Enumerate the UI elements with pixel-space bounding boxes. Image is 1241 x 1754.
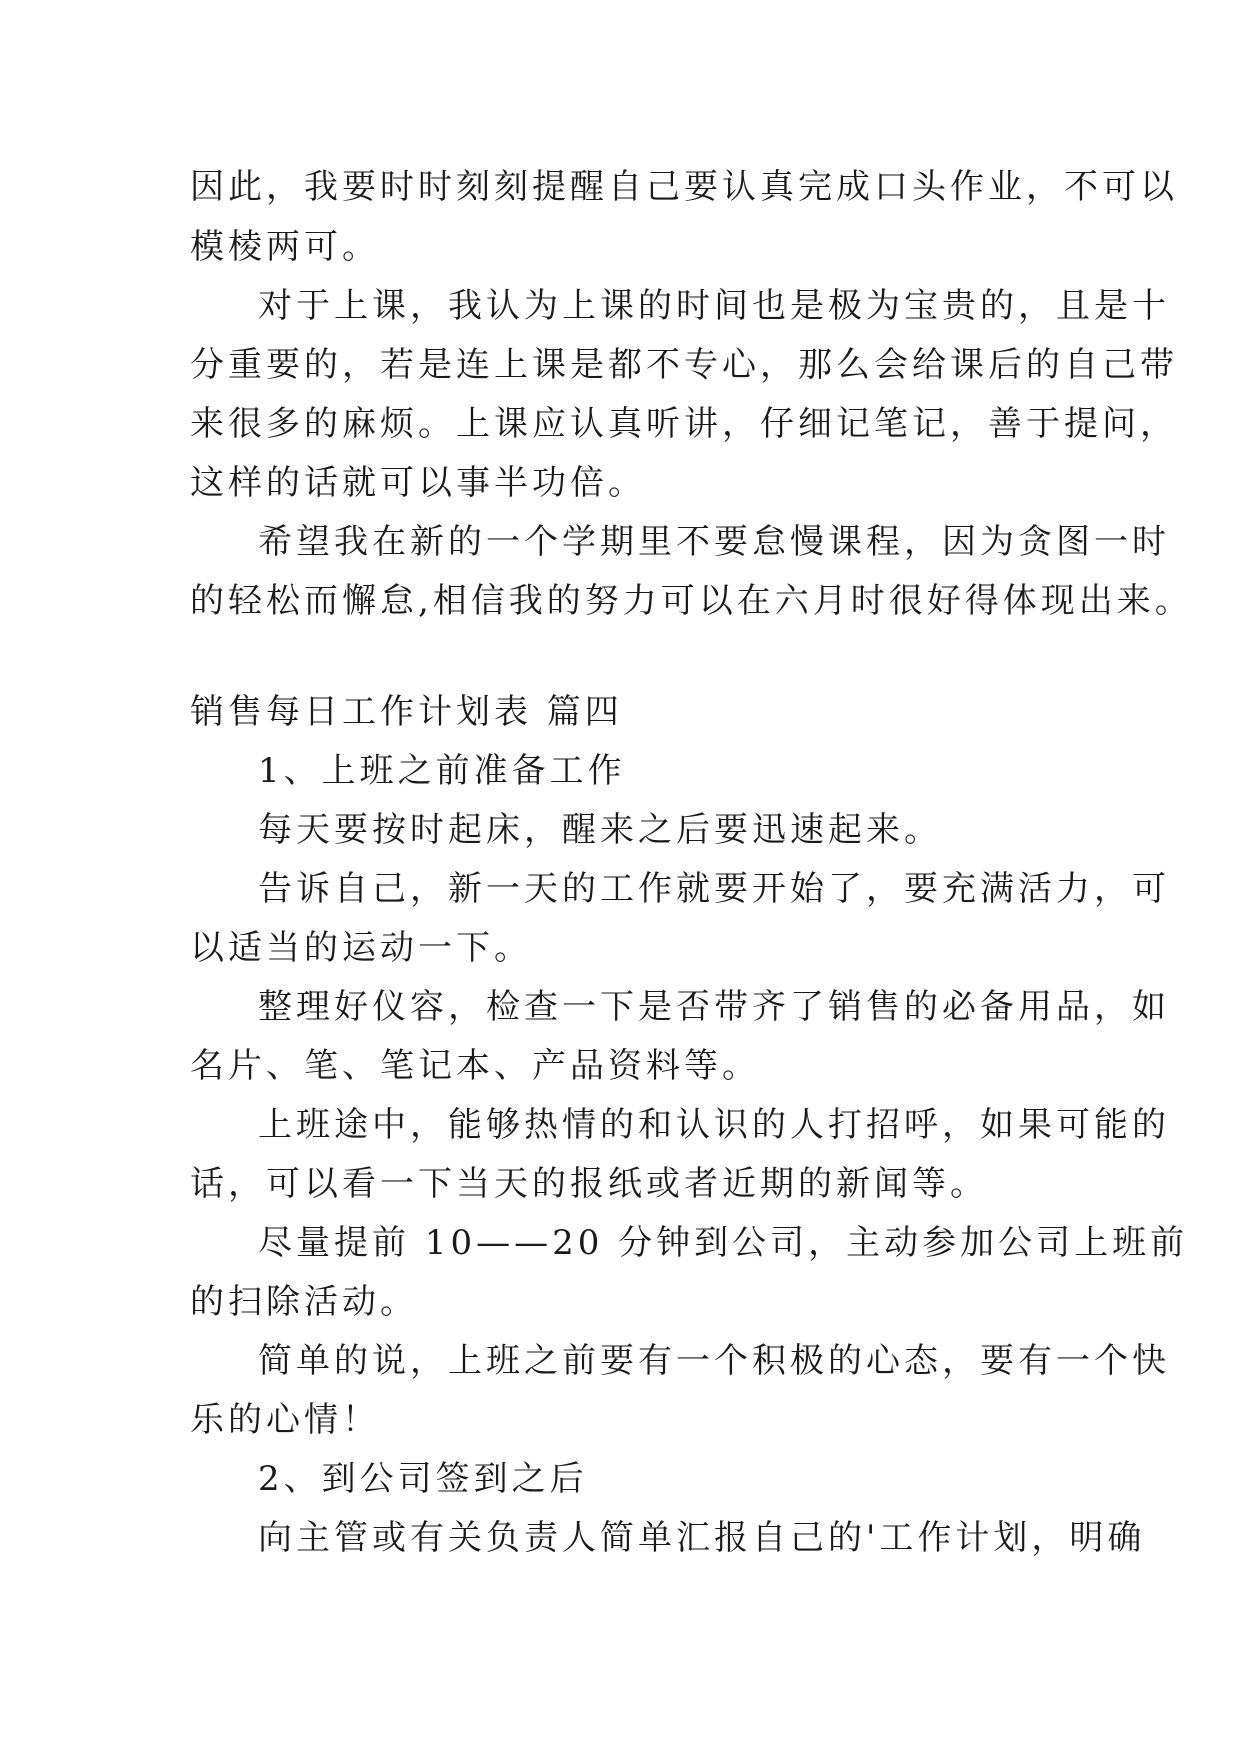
paragraph-line: 简单的说，上班之前要有一个积极的心态，要有一个快 <box>258 1341 1170 1381</box>
paragraph-line: 整理好仪容，检查一下是否带齐了销售的必备用品，如 <box>258 987 1170 1027</box>
subsection-heading: 2、到公司签到之后 <box>258 1459 588 1499</box>
paragraph-line: 因此，我要时时刻刻提醒自己要认真完成口头作业，不可以 <box>190 167 1178 207</box>
paragraph-line: 来很多的麻烦。上课应认真听讲，仔细记笔记，善于提问， <box>190 404 1178 444</box>
paragraph-line: 这样的话就可以事半功倍。 <box>190 463 646 503</box>
paragraph-line: 告诉自己，新一天的工作就要开始了，要充满活力，可 <box>258 869 1170 909</box>
paragraph-line: 乐的心情！ <box>190 1400 380 1440</box>
paragraph-line: 向主管或有关负责人简单汇报自己的'工作计划，明确 <box>258 1518 1146 1558</box>
paragraph-line: 名片、笔、笔记本、产品资料等。 <box>190 1046 760 1086</box>
section-heading: 销售每日工作计划表 篇四 <box>190 692 623 732</box>
paragraph-line: 分重要的，若是连上课是都不专心，那么会给课后的自己带 <box>190 345 1178 385</box>
paragraph-line: 的轻松而懈怠,相信我的努力可以在六月时很好得体现出来。 <box>190 581 1193 621</box>
paragraph-line: 的扫除活动。 <box>190 1282 418 1322</box>
subsection-heading: 1、上班之前准备工作 <box>258 751 626 791</box>
paragraph-line: 话，可以看一下当天的报纸或者近期的新闻等。 <box>190 1164 988 1204</box>
paragraph-line: 每天要按时起床，醒来之后要迅速起来。 <box>258 810 942 850</box>
paragraph-line: 对于上课，我认为上课的时间也是极为宝贵的，且是十 <box>258 286 1170 326</box>
paragraph-line: 以适当的运动一下。 <box>190 928 532 968</box>
paragraph-line: 尽量提前 10——20 分钟到公司，主动参加公司上班前 <box>258 1223 1189 1263</box>
paragraph-line: 上班途中，能够热情的和认识的人打招呼，如果可能的 <box>258 1105 1170 1145</box>
paragraph-line: 模棱两可。 <box>190 227 380 267</box>
paragraph-line: 希望我在新的一个学期里不要怠慢课程，因为贪图一时 <box>258 522 1170 562</box>
